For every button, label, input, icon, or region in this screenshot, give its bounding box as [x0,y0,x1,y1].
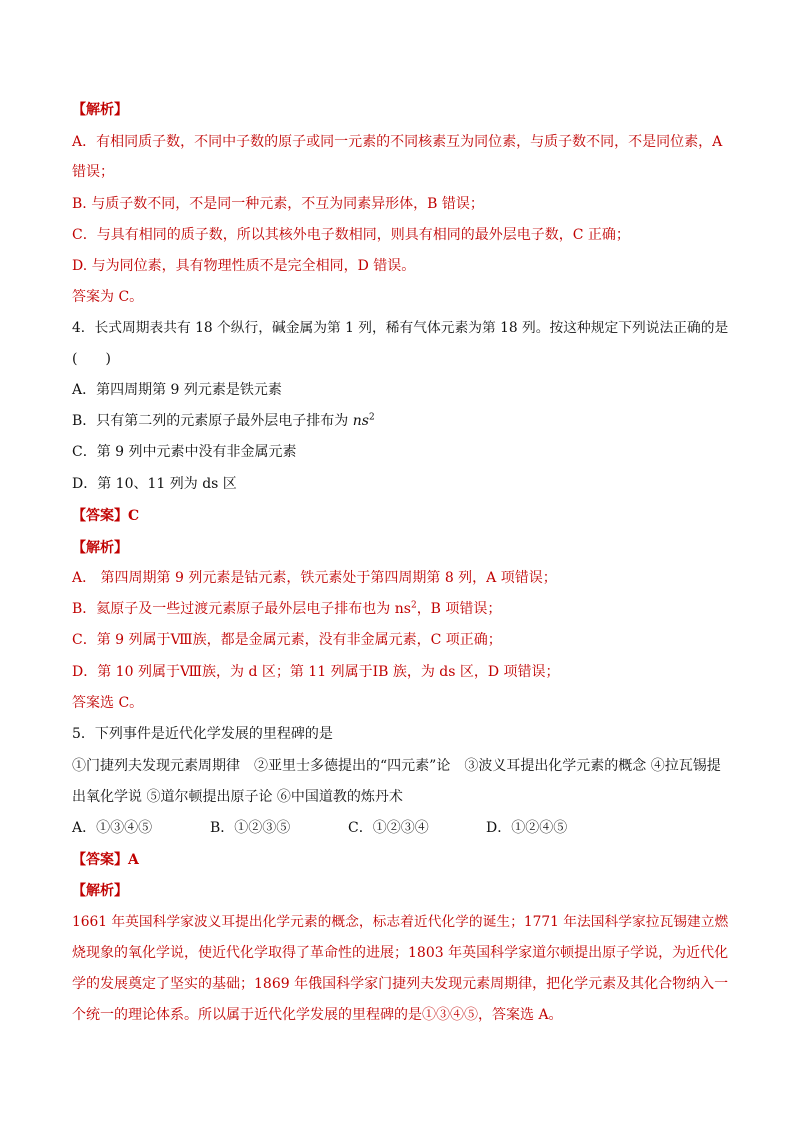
question-4-option-b [72,411,732,431]
option-b-ns: ns [352,413,369,429]
question-5-analysis-header: 【解析】 [72,883,128,899]
option-b-text: B．只有第二列的元素原子最外层电子排布为 [72,413,353,429]
question-4-analysis-a: A． 第四周期第 9 列元素是钴元素，铁元素处于第四周期第 8 列，A 项错误； [72,570,557,586]
question-5-option-b: B．①②③⑤ [210,820,291,836]
question-5-stem: 5．下列事件是近代化学发展的里程碑的是 [72,726,333,742]
question-5-analysis-line: 烧现象的氧化学说，使近代化学取得了革命性的进展；1803 年英国科学家道尔顿提出原子学说，为近代化 [72,945,729,961]
question-4-analysis-b [72,599,732,619]
analysis-b-sup: 2 [410,600,417,611]
question-5-answer: 【答案】A [72,852,139,868]
question-4-stem-cont: ( ) [72,351,111,367]
question-5-analysis-line: 个统一的理论体系。所以属于近代化学发展的里程碑的是①③④⑤，答案选 A。 [72,1007,563,1023]
analysis-line-b: B. 与质子数不同，不是同一种元素，不互为同素异形体，B 错误； [72,196,484,212]
analysis-line-a-text: A．有相同质子数，不同中子数的原子或同一元素的不同核素互为同位素，与质子数不同，不是同位素，A [72,134,723,150]
question-4-final-answer: 答案选 C。 [72,695,144,711]
analysis-header: 【解析】 [72,102,128,118]
analysis-b-text: B．氦原子及一些过渡元素原子最外层电子排布也为 ns [72,601,411,617]
question-4-stem: 4．长式周期表共有 18 个纵行，碱金属为第 1 列，稀有气体元素为第 18 列。按这种规定下列说法正确的是 [72,320,729,336]
question-4-option-a: A．第四周期第 9 列元素是铁元素 [72,382,282,398]
question-4-option-d: D．第 10、11 列为 ds 区 [72,476,237,492]
analysis-line-d: D. 与为同位素，具有物理性质不是完全相同，D 错误。 [72,258,416,274]
question-5-option-c: C．①②③④ [348,820,429,836]
answer-line: 答案为 C。 [72,289,144,305]
question-4-analysis-header: 【解析】 [72,540,128,556]
analysis-line-c: C．与具有相同的质子数，所以其核外电子数相同，则具有相同的最外层电子数，C 正确； [72,227,630,243]
analysis-line-a-cont: 错误； [72,164,114,180]
analysis-b-suffix: ，B 项错误； [416,601,502,617]
question-4-analysis-d: D．第 10 列属于Ⅷ族，为 d 区；第 11 列属于ⅠB 族，为 ds 区，D 项错误； [72,664,560,680]
analysis-line-a [72,132,732,152]
question-4-answer: 【答案】C [72,508,140,524]
question-5-items-cont: 出氧化学说 ⑤道尔顿提出原子论 ⑥中国道教的炼丹术 [72,789,403,805]
question-5-items: ①门捷列夫发现元素周期律 ②亚里士多德提出的“四元素”论 ③波义耳提出化学元素的概念 ④拉瓦锡提 [72,758,721,774]
question-4-option-c: C．第 9 列中元素中没有非金属元素 [72,444,297,460]
question-5-analysis-line: 1661 年英国科学家波义耳提出化学元素的概念，标志着近代化学的诞生；1771 年法国科学家拉瓦锡建立燃 [72,914,729,930]
question-5-option-a: A．①③④⑤ [72,820,153,836]
option-b-sup: 2 [368,412,375,423]
question-4-analysis-c: C．第 9 列属于Ⅷ族，都是金属元素，没有非金属元素，C 项正确； [72,632,502,648]
question-5-option-d: D．①②④⑤ [486,820,568,836]
question-5-analysis-line: 学的发展奠定了坚实的基础；1869 年俄国科学家门捷列夫发现元素周期律，把化学元素及其化合物纳入一 [72,976,729,992]
question-5-options [72,818,732,838]
